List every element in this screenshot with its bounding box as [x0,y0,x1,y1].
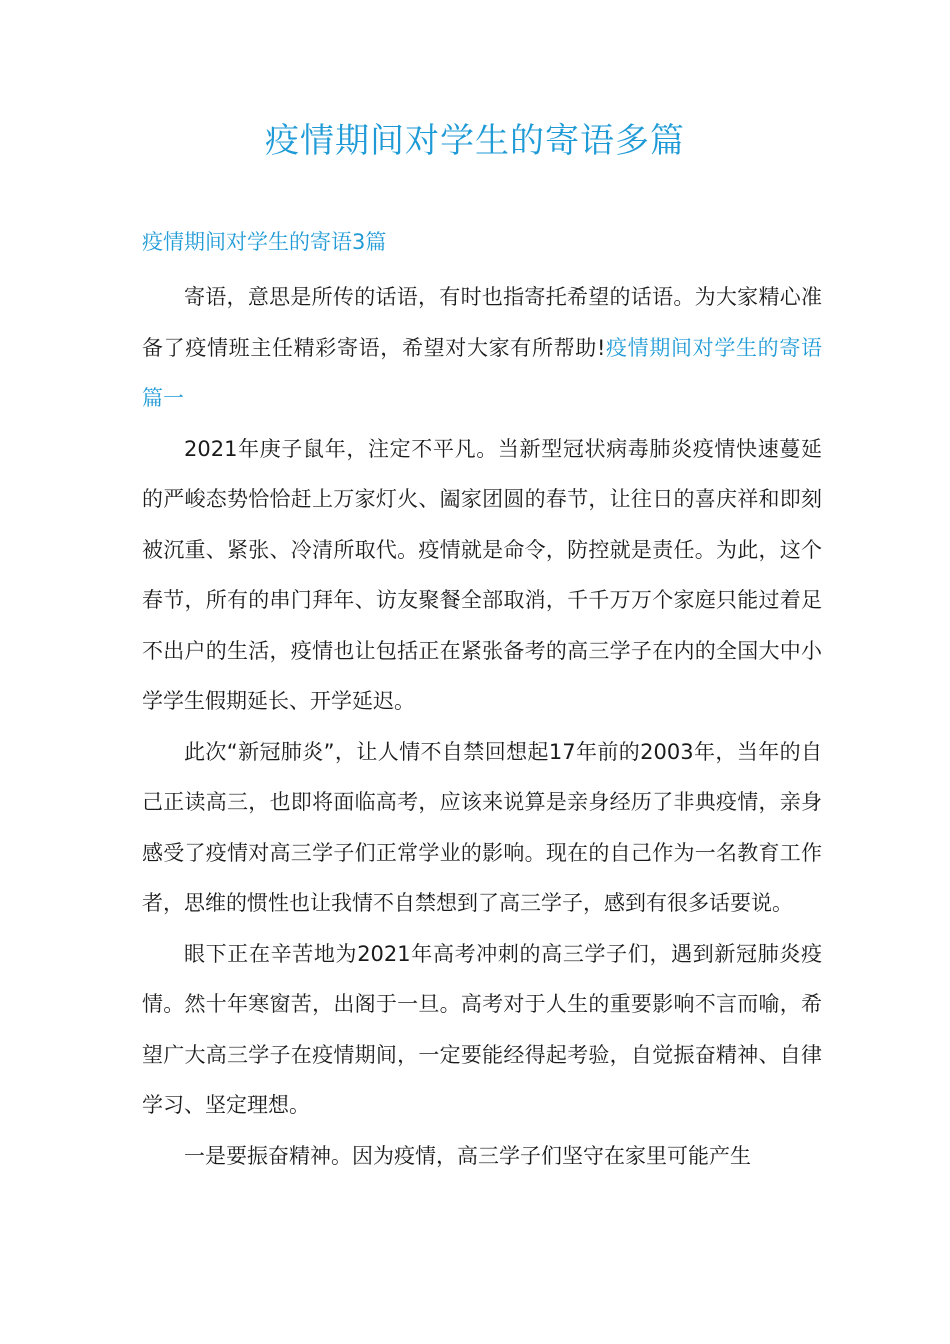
body-paragraph: 2021年庚子鼠年，注定不平凡。当新型冠状病毒肺炎疫情快速蔓延的严峻态势恰恰赶上万家灯火、阖家团圆的春节，让往日的喜庆祥和即刻被沉重、紧张、冷清所取代。疫情就是命令，防控就是责任。为此，这个春节，所有的串门拜年、访友聚餐全部取消，千千万万个家庭只能过着足不出户的生活，疫情也让包括正在紧张备考的高三学子在内的全国大中小学学生假期延长、开学延迟。 [142,436,822,713]
body-paragraph: 此次“新冠肺炎”，让人情不自禁回想起17年前的2003年，当年的自己正读高三，也即将面临高考，应该来说算是亲身经历了非典疫情，亲身感受了疫情对高三学子们正常学业的影响。现在的自己作为一名教育工作者，思维的惯性也让我情不自禁想到了高三学子，感到有很多话要说。 [142,739,822,915]
intro-paragraph [142,272,822,424]
section-link[interactable]: 疫情期间对学生的寄语篇一 [142,335,822,410]
document-title: 疫情期间对学生的寄语多篇 [265,121,685,161]
document-subtitle-link[interactable]: 疫情期间对学生的寄语3篇 [142,230,387,254]
intro-text: 寄语，意思是所传的话语，有时也指寄托希望的话语。为大家精心准备了疫情班主任精彩寄语，希望对大家有所帮助! [142,285,822,360]
body-paragraph: 眼下正在辛苦地为2021年高考冲刺的高三学子们，遇到新冠肺炎疫情。然十年寒窗苦，出阁于一旦。高考对于人生的重要影响不言而喻，希望广大高三学子在疫情期间，一定要能经得起考验，自觉振奋精神、自律学习、坚定理想。 [142,941,822,1117]
document-body [142,272,822,1181]
body-paragraph: 一是要振奋精神。因为疫情，高三学子们坚守在家里可能产生 [184,1143,751,1168]
